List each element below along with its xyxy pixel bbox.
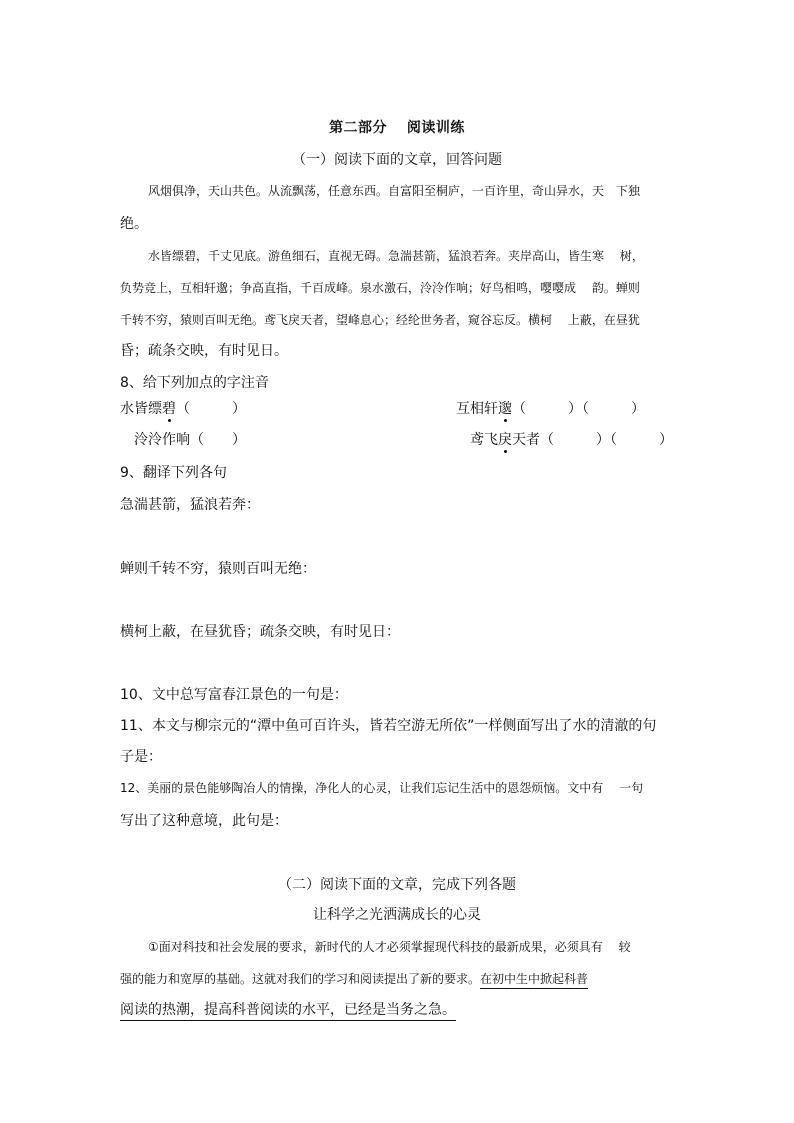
q8-c-blank[interactable]: （ ）	[190, 432, 246, 448]
q8-a-blank[interactable]: （ ）	[176, 401, 246, 417]
part2-article-title: 让科学之光洒满成长的心灵	[313, 907, 481, 923]
q12-line-2: 写出了这种意境，此句是：	[120, 813, 288, 829]
part2-para-line-2-text: 强的能力和宽厚的基础。这就对我们的学习和阅读提出了新的要求。	[120, 972, 481, 986]
passage-line-1: 风烟俱净，天山共色。从流飘荡，任意东西。自富阳至桐庐，一百许里，奇山异水，天 下独	[148, 184, 641, 198]
q12-line-1: 12、美丽的景色能够陶冶人的情操，净化人的心灵，让我们忘记生活中的恩怨烦恼。文中有 一句	[120, 781, 644, 795]
part2-para-line-1: ①面对科技和社会发展的要求，新时代的人才必须掌握现代科技的最新成果，必须具有 较	[148, 940, 631, 954]
passage-line-4: 负势竞上，互相轩邈；争高直指，千百成峰。泉水激石，泠泠作响；好鸟相鸣，嘤嘤成 韵。蝉则	[120, 281, 640, 295]
q8-d-blank[interactable]: （ ）（ ）	[540, 432, 673, 448]
part2-heading: （二）阅读下面的文章，完成下列各题	[278, 877, 516, 893]
q8-d-text-2: 天者	[512, 432, 540, 448]
passage-line-3: 水皆缥碧，千丈见底。游鱼细石，直视无碍。急湍甚箭，猛浪若奔。夹岸高山，皆生寒 树，	[148, 249, 644, 263]
q9-sentence-2: 蝉则千转不穷，猿则百叫无绝：	[120, 561, 316, 577]
q9-label: 9、翻译下列各句	[120, 465, 227, 481]
q8-item-a	[120, 402, 246, 416]
q8-item-d	[470, 433, 673, 447]
q8-c-text: 泠泠作响	[134, 432, 190, 448]
passage-line-6: 昏；疏条交映，有时见日。	[120, 343, 288, 359]
q11-line-1: 11、本文与柳宗元的“潭中鱼可百许头，皆若空游无所依”一样侧面写出了水的清澈的句	[120, 718, 657, 734]
section-title: 第二部分 阅读训练	[329, 120, 465, 136]
q8-b-text: 互相轩	[456, 401, 498, 417]
q8-a-text: 水皆缥	[120, 401, 162, 417]
part2-underlined-text-1: 在初中生中掀起科普	[480, 972, 588, 989]
part2-para-line-3	[120, 1003, 456, 1017]
part2-para-line-2	[120, 973, 588, 985]
q8-d-dotted-char: 戾	[498, 432, 512, 448]
q11-line-2: 子是：	[120, 749, 162, 765]
q8-d-text-1: 鸢飞	[470, 432, 498, 448]
part2-underlined-text-2: 阅读的热潮，提高科普阅读的水平，已经是当务之急。	[120, 1002, 456, 1021]
q8-label: 8、给下列加点的字注音	[120, 375, 269, 391]
q9-sentence-3: 横柯上蔽，在昼犹昏；疏条交映，有时见日：	[120, 624, 400, 640]
q8-b-dotted-char: 邈	[498, 401, 512, 417]
q8-item-c	[134, 433, 246, 447]
part1-heading: （一）阅读下面的文章，回答问题	[292, 152, 502, 168]
q8-item-b	[456, 402, 645, 416]
q9-sentence-1: 急湍甚箭，猛浪若奔：	[120, 497, 260, 513]
q8-a-dotted-char: 碧	[162, 401, 176, 417]
q10: 10、文中总写富春江景色的一句是：	[120, 687, 348, 703]
passage-line-2: 绝。	[120, 216, 148, 232]
q8-b-blank[interactable]: （ ）（ ）	[512, 401, 645, 417]
passage-line-5: 千转不穷，猿则百叫无绝。鸢飞戾天者，望峰息心；经纶世务者，窥谷忘反。横柯 上蔽，在昼犹	[120, 313, 640, 327]
